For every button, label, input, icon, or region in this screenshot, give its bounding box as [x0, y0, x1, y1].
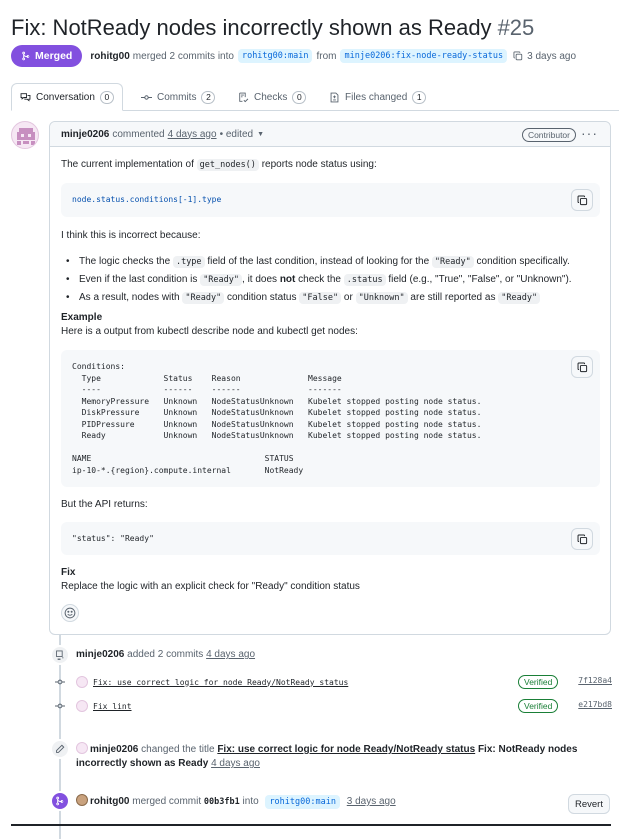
copy-icon [577, 195, 588, 206]
commit-row [76, 675, 612, 689]
contributor-badge: Contributor [522, 128, 576, 142]
merge-event-time[interactable]: 3 days ago [346, 796, 396, 807]
tab-conversation[interactable] [11, 83, 123, 111]
revert-button[interactable]: Revert [568, 794, 610, 814]
tab-checks[interactable] [238, 83, 306, 111]
merged-badge [11, 45, 82, 67]
kebab-horizontal-icon[interactable]: ··· [581, 125, 598, 141]
git-commit-icon [55, 677, 65, 687]
verified-badge[interactable]: Verified [518, 699, 558, 713]
intro-text-end: reports node status using: [261, 159, 377, 170]
avatar[interactable] [11, 121, 39, 149]
base-branch[interactable]: rohitg00:main [238, 49, 313, 63]
copy-code-button[interactable] [571, 528, 593, 550]
timeline-divider [11, 824, 611, 826]
old-title: Fix: use correct logic for node Ready/NotReady status [217, 744, 476, 755]
code-block-3 [61, 522, 600, 555]
chevron-down-icon[interactable]: ▼ [257, 130, 265, 138]
pr-time: 3 days ago [527, 50, 577, 62]
inline-code: get_nodes() [197, 159, 259, 171]
code-block-1-text [61, 183, 600, 206]
comment-discussion-icon [20, 92, 31, 103]
avatar[interactable] [76, 676, 88, 688]
add-reaction-button[interactable] [61, 604, 79, 622]
comment-author[interactable]: minje0206 [61, 128, 110, 140]
title-event-author[interactable]: minje0206 [90, 744, 139, 755]
merge-event [76, 794, 396, 809]
merge-event-text: merged commit [132, 796, 202, 807]
new-title: Fix: NotReady nodes incorrectly shown as Ready [76, 744, 578, 769]
list-item: • The logic checks the .type field of the last condition, instead of looking for the "Ready" condition specifically. [61, 253, 572, 271]
merge-event-author[interactable]: rohitg00 [90, 796, 130, 807]
copy-icon [577, 362, 588, 373]
copy-code-button[interactable] [571, 356, 593, 378]
commits-event-time[interactable]: 4 days ago [206, 649, 256, 660]
commits-event [76, 648, 255, 662]
commits-event-author[interactable]: minje0206 [76, 649, 125, 660]
avatar[interactable] [76, 794, 88, 806]
list-item: • Even if the last condition is "Ready" , it does not check the .status field (e.g., "True", "False", or "Unknown"). [61, 271, 572, 289]
example-text: Here is a output from kubectl describe node and kubectl get nodes: [61, 326, 358, 337]
commit-message[interactable]: Fix lint [93, 701, 132, 711]
code-block-2-text: Conditions: Type Status Reason Message ---- ------ ------ ------- MemoryPressure Unknown NodeStatusUnknown Kubelet stopped posting node status. DiskPressure Unknown NodeStatusUnknown Kubelet stopped posting node status. PIDPressure Unknown NodeStatusUnknown Kubelet stopped posting node status. Ready Unknown NodeStatusUnknown Kubelet stopped posting node status. NAME STATUS ip-10-*.{region}.compute.internal NotReady [72, 362, 482, 475]
tab-checks-count: 0 [292, 91, 306, 104]
reason-list [61, 253, 572, 307]
commits-event-text: added 2 commits [127, 649, 204, 660]
head-branch[interactable]: minje0206:fix-node-ready-status [340, 49, 507, 63]
checklist-icon [238, 92, 249, 103]
example-heading: Example [61, 312, 103, 323]
git-merge-icon [21, 51, 31, 61]
copy-icon [577, 534, 588, 545]
pr-tabs [11, 83, 619, 111]
smiley-icon [64, 607, 76, 619]
from-text: from [316, 50, 337, 62]
pr-title [11, 14, 534, 42]
code-block-1 [61, 183, 600, 217]
commit-message[interactable]: Fix: use correct logic for node Ready/NotReady status [93, 677, 349, 687]
merge-commit-sha[interactable]: 00b3fb1 [203, 797, 240, 807]
tab-files-changed-count: 1 [412, 91, 426, 104]
tab-checks-label: Checks [254, 91, 288, 103]
tab-commits[interactable] [141, 83, 215, 111]
pr-author-link[interactable]: rohitg00 [90, 50, 130, 62]
reason-intro: I think this is incorrect because: [61, 230, 201, 241]
title-change-event [76, 742, 612, 771]
code-1-content: node.status.conditions[-1].type [72, 195, 222, 204]
code-block-3-text: "status": "Ready" [72, 534, 154, 543]
pr-title-text: Fix: NotReady nodes incorrectly shown as Ready [11, 15, 492, 40]
git-merge-icon [50, 791, 70, 811]
comment-action: commented [112, 128, 165, 140]
title-event-time[interactable]: 4 days ago [211, 758, 260, 769]
pencil-icon [50, 739, 70, 759]
code-block-2 [61, 350, 600, 487]
comment-time[interactable]: 4 days ago [167, 128, 217, 140]
avatar[interactable] [76, 742, 88, 754]
intro-paragraph [61, 158, 377, 172]
copy-branch-icon[interactable] [513, 51, 523, 61]
commit-sha[interactable]: e217bd8 [578, 700, 612, 709]
tab-conversation-count: 0 [100, 91, 114, 104]
merge-into-text: into [242, 796, 259, 807]
tab-files-changed[interactable] [329, 83, 426, 111]
tab-files-changed-label: Files changed [345, 91, 408, 103]
copy-code-button[interactable] [571, 189, 593, 211]
merge-target-branch[interactable]: rohitg00:main [265, 795, 340, 809]
tab-commits-count: 2 [201, 91, 215, 104]
merged-badge-label: Merged [35, 50, 73, 62]
title-event-text: changed the title [141, 744, 215, 755]
repo-push-icon [50, 645, 70, 665]
commit-sha[interactable]: 7f128a4 [578, 676, 612, 685]
merge-text: merged 2 commits into [132, 50, 234, 62]
git-commit-icon [141, 92, 152, 103]
fix-heading: Fix [61, 567, 76, 578]
intro-text: The current implementation of [61, 159, 194, 170]
avatar[interactable] [76, 700, 88, 712]
list-item: • As a result, nodes with "Ready" condition status "False" or "Unknown" are still reported as "Ready" [61, 289, 572, 307]
comment-box [49, 121, 611, 635]
comment-edited[interactable]: • edited [219, 128, 254, 140]
fix-text: Replace the logic with an explicit check for "Ready" condition status [61, 581, 360, 592]
api-text: But the API returns: [61, 499, 148, 510]
git-commit-icon [55, 701, 65, 711]
verified-badge[interactable]: Verified [518, 675, 558, 689]
file-diff-icon [329, 92, 340, 103]
commit-row [76, 699, 612, 713]
tab-conversation-label: Conversation [36, 91, 95, 103]
tab-commits-label: Commits [157, 91, 197, 103]
pr-meta [11, 45, 576, 67]
pr-number: #25 [497, 15, 535, 40]
